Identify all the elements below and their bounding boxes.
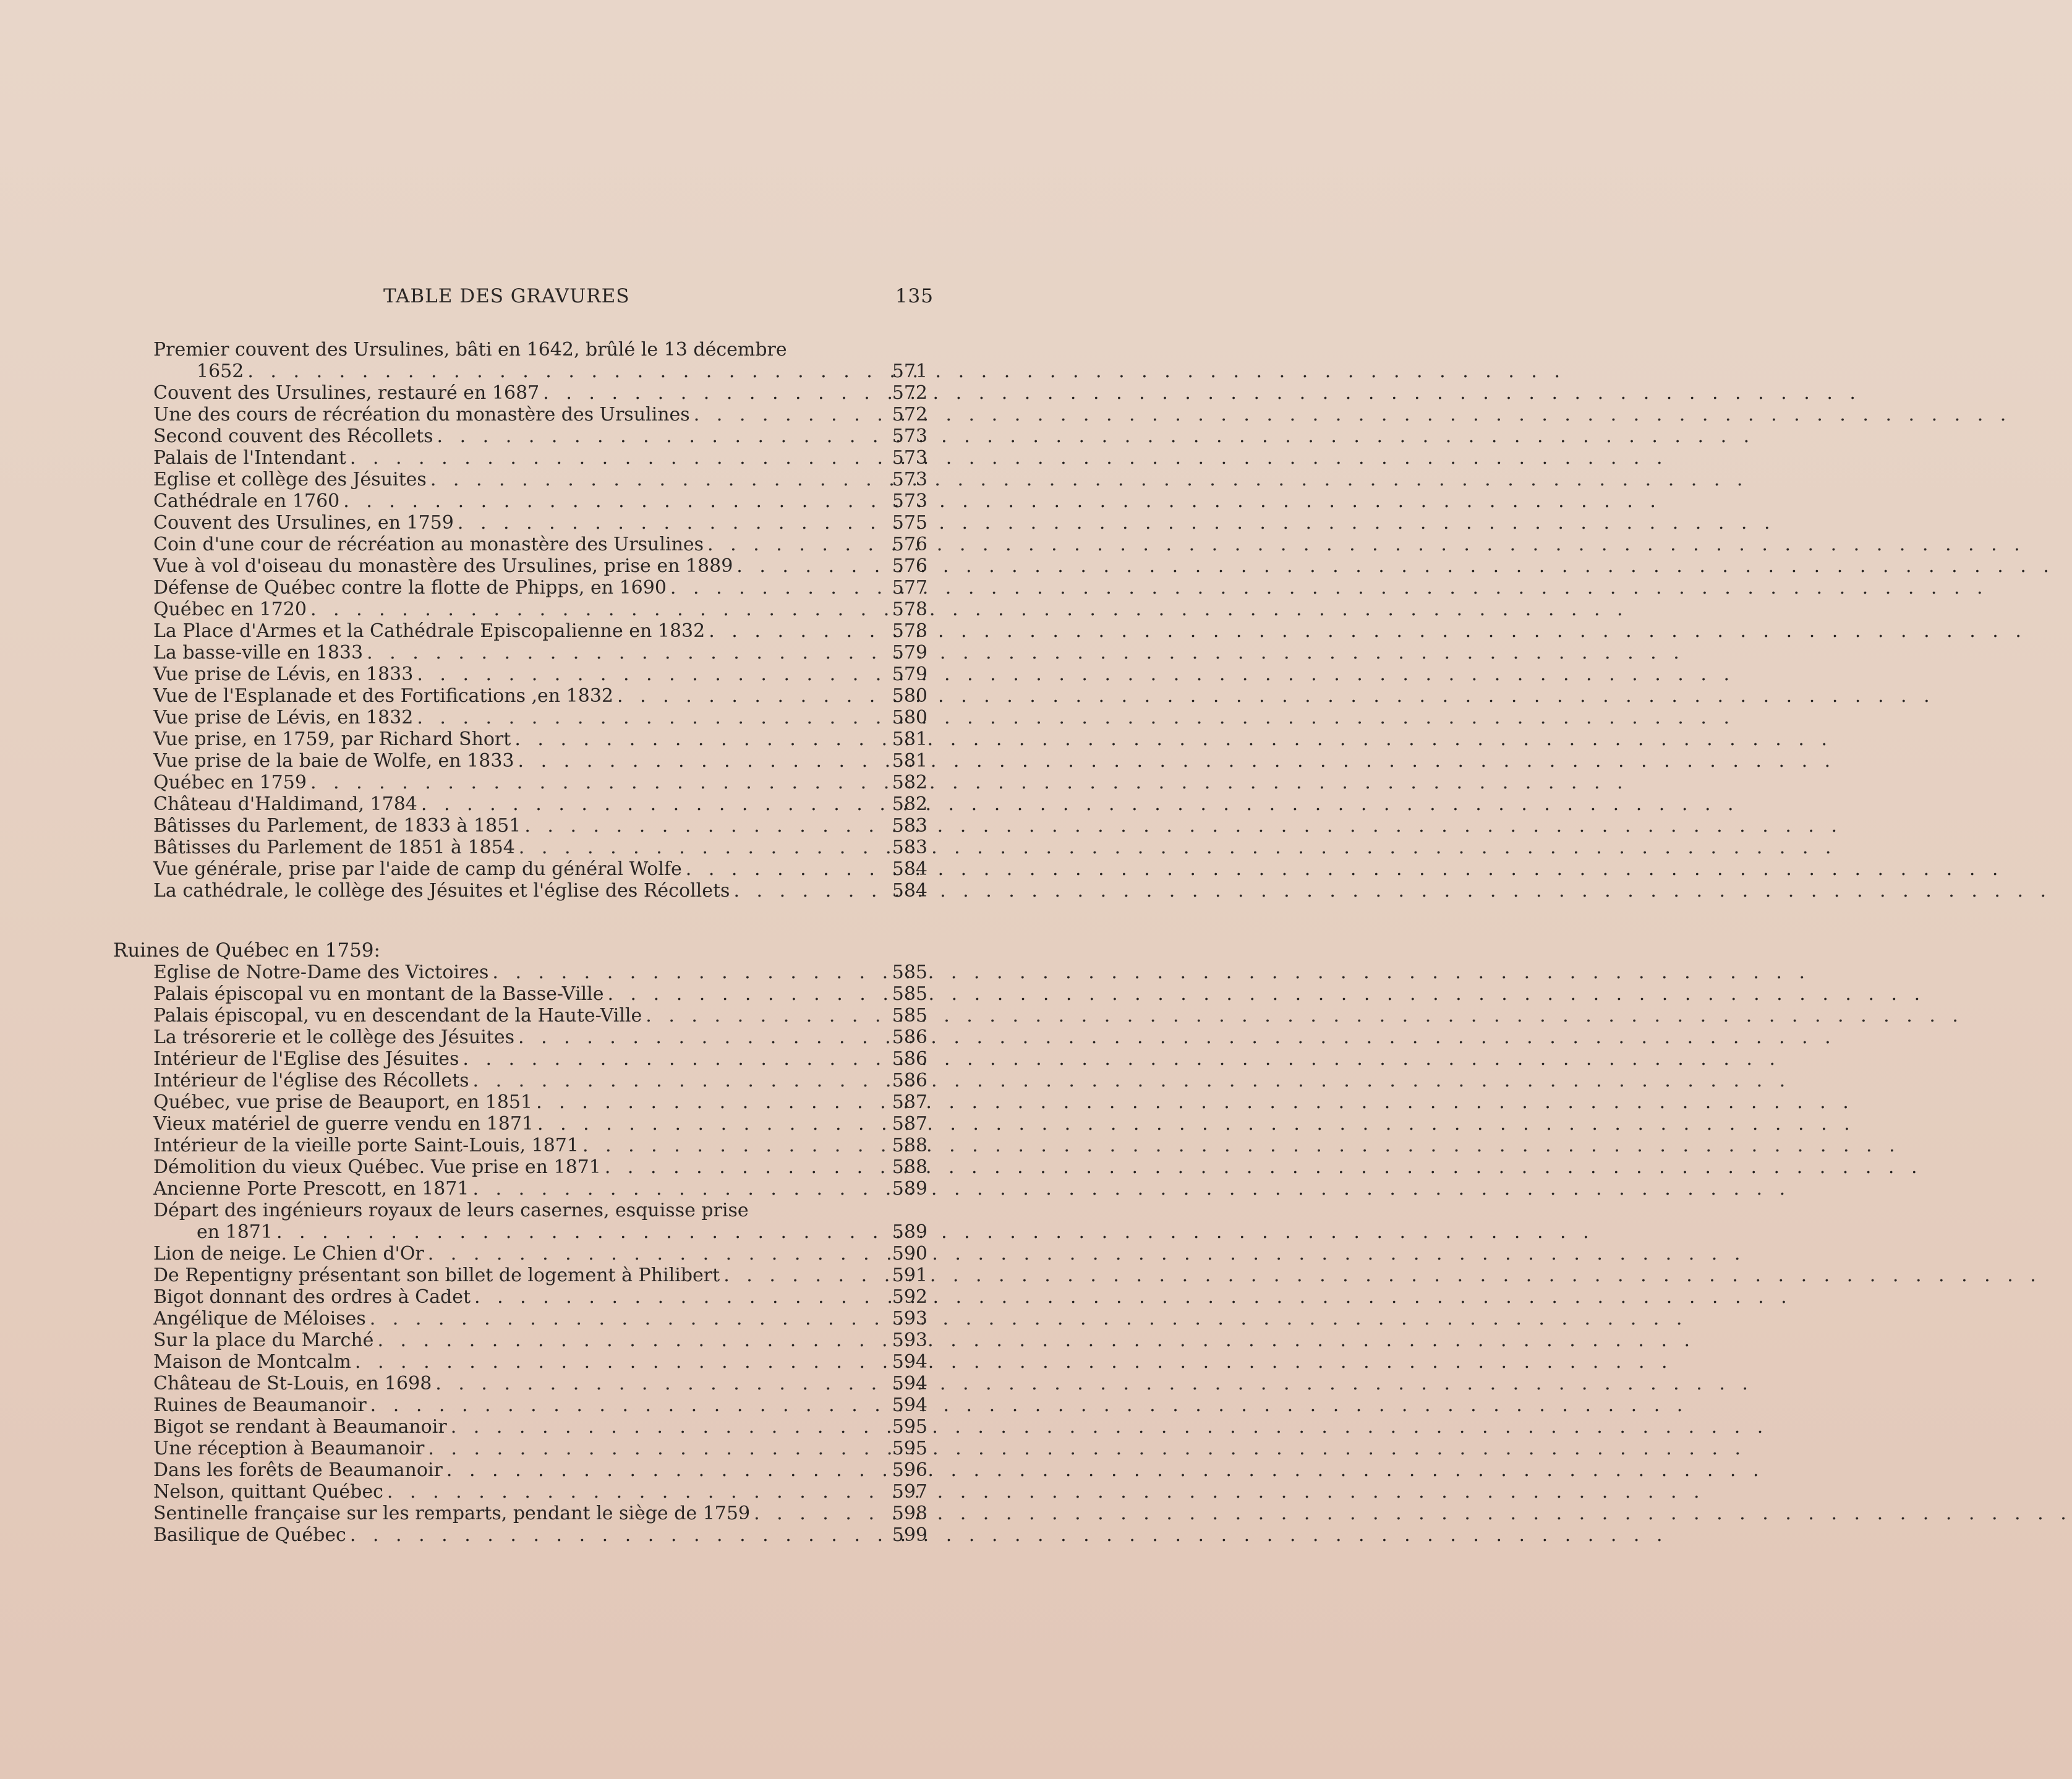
toc-entry (153, 772, 927, 793)
entry-title: Second couvent des Récollets (153, 425, 433, 447)
entry-page-number: 593 (892, 1329, 927, 1351)
entry-page-number: 594 (892, 1394, 927, 1416)
entry-title: Bâtisses du Parlement, de 1833 à 1851 (153, 815, 521, 837)
toc-entry (153, 642, 927, 663)
entry-page-number: 587 (892, 1113, 927, 1135)
entry-page-number: 591 (892, 1265, 927, 1286)
entry-title: Cathédrale en 1760 (153, 490, 340, 512)
entry-title: Lion de neige. Le Chien d'Or (153, 1243, 424, 1265)
toc-entry (153, 1113, 927, 1135)
dot-leader (667, 577, 1989, 599)
dot-leader (307, 772, 1629, 793)
toc-entry (153, 512, 927, 534)
entry-title: 1652 (197, 360, 244, 382)
page-number: 135 (895, 285, 934, 307)
dot-leader (427, 469, 1749, 490)
entry-page-number: 583 (892, 837, 927, 858)
toc-entry (153, 339, 927, 382)
dot-leader (346, 447, 1668, 469)
dot-leader (424, 1438, 1746, 1459)
entry-title: Vue prise, en 1759, par Richard Short (153, 728, 511, 750)
toc-entry (153, 1394, 927, 1416)
dot-leader (539, 382, 1861, 404)
entry-title: La cathédrale, le collège des Jésuites et l'église des Récollets (153, 880, 730, 902)
toc-entry (153, 858, 927, 880)
toc-entry (153, 447, 927, 469)
entry-title: Château d'Haldimand, 1784 (153, 793, 417, 815)
entry-page-number: 597 (892, 1481, 927, 1503)
toc-entry (153, 663, 927, 685)
entry-title: Couvent des Ursulines, en 1759 (153, 512, 454, 534)
toc-entry (153, 983, 927, 1005)
toc-entry (153, 685, 927, 707)
dot-leader (733, 555, 2055, 577)
entry-page-number: 576 (892, 534, 927, 555)
entry-page-number: 583 (892, 815, 927, 837)
dot-leader (273, 1221, 1595, 1243)
toc-entry (153, 1243, 927, 1265)
entry-page-number: 576 (892, 555, 927, 577)
toc-entry (153, 1373, 927, 1394)
entry-title: Intérieur de la vieille porte Saint-Louis, 1871 (153, 1135, 579, 1156)
entry-page-number: 594 (892, 1373, 927, 1394)
entry-page-number: 581 (892, 750, 927, 772)
entry-page-number: 595 (892, 1416, 927, 1438)
entry-title: Sentinelle française sur les remparts, pendant le siège de 1759 (153, 1503, 751, 1524)
entry-page-number: 596 (892, 1459, 927, 1481)
dot-leader (454, 512, 1776, 534)
dot-leader (750, 1503, 2072, 1524)
entry-title: Intérieur de l'Eglise des Jésuites (153, 1048, 459, 1070)
toc-entry (153, 599, 927, 620)
entry-page-number: 578 (892, 599, 927, 620)
entry-title: Vue de l'Esplanade et des Fortifications ,en 1832 (153, 685, 613, 707)
entry-title: Palais épiscopal vu en montant de la Basse-Ville (153, 983, 604, 1005)
entry-title: Vue prise de la baie de Wolfe, en 1833 (153, 750, 514, 772)
dot-leader (690, 404, 2012, 425)
toc-entry (153, 728, 927, 750)
engravings-list-ruins (113, 939, 927, 1546)
toc-entry (153, 382, 927, 404)
dot-leader (443, 1459, 1765, 1481)
entry-title: Intérieur de l'église des Récollets (153, 1070, 469, 1091)
entry-page-number: 585 (892, 1005, 927, 1026)
entry-title: Vue générale, prise par l'aide de camp du général Wolfe (153, 858, 682, 880)
entry-title: Basilique de Québec (153, 1524, 346, 1546)
entry-title: Angélique de Méloises (153, 1308, 366, 1329)
entry-title: Une des cours de récréation du monastère des Ursulines (153, 404, 690, 425)
dot-leader (346, 1524, 1668, 1546)
entry-title-first-line: Départ des ingénieurs royaux de leurs casernes, esquisse prise (153, 1200, 749, 1221)
toc-entry (153, 1178, 927, 1200)
toc-entry (153, 1265, 927, 1286)
dot-leader (383, 1481, 1705, 1503)
entry-title: Bâtisses du Parlement de 1851 à 1854 (153, 837, 515, 858)
entry-page-number: 593 (892, 1308, 927, 1329)
dot-leader (642, 1005, 1964, 1026)
entry-title: Maison de Montcalm (153, 1351, 351, 1373)
entry-title: La basse-ville en 1833 (153, 642, 364, 663)
entry-page-number: 578 (892, 620, 927, 642)
toc-entry (153, 1156, 927, 1178)
dot-leader (413, 663, 1735, 685)
dot-leader (521, 815, 1843, 837)
entry-title: Démolition du vieux Québec. Vue prise en 1871 (153, 1156, 601, 1178)
entry-title-first-line: Premier couvent des Ursulines, bâti en 1642, brûlé le 13 décembre (153, 339, 787, 360)
entry-page-number: 592 (892, 1286, 927, 1308)
entry-title: Couvent des Ursulines, restauré en 1687 (153, 382, 540, 404)
entry-title: De Repentigny présentant son billet de logement à Philibert (153, 1265, 720, 1286)
toc-entry (153, 577, 927, 599)
entry-title: Vue prise de Lévis, en 1832 (153, 707, 414, 728)
toc-entry (153, 837, 927, 858)
entry-page-number: 584 (892, 858, 927, 880)
toc-entry (153, 1005, 927, 1026)
entry-page-number: 572 (892, 404, 927, 425)
entry-title: Bigot donnant des ordres à Cadet (153, 1286, 471, 1308)
toc-entry (153, 555, 927, 577)
entry-title: Palais de l'Intendant (153, 447, 346, 469)
entry-title: La trésorerie et le collège des Jésuites (153, 1026, 514, 1048)
entry-title: Québec en 1720 (153, 599, 307, 620)
entry-title: Vieux matériel de guerre vendu en 1871 (153, 1113, 534, 1135)
toc-entry (153, 534, 927, 555)
entry-title: Château de St-Louis, en 1698 (153, 1373, 432, 1394)
dot-leader (613, 685, 1935, 707)
dot-leader (417, 793, 1739, 815)
entry-title: Dans les forêts de Beaumanoir (153, 1459, 443, 1481)
entry-page-number: 595 (892, 1438, 927, 1459)
toc-entry (153, 425, 927, 447)
toc-entry (153, 750, 927, 772)
entry-page-number: 598 (892, 1503, 927, 1524)
page-title: TABLE DES GRAVURES (383, 285, 630, 307)
dot-leader (601, 1156, 1923, 1178)
toc-entry (153, 490, 927, 512)
toc-entry (153, 404, 927, 425)
dot-leader (579, 1135, 1901, 1156)
dot-leader (603, 983, 1925, 1005)
dot-leader (307, 599, 1629, 620)
dot-leader (363, 642, 1685, 663)
toc-entry (153, 469, 927, 490)
entry-page-number: 582 (892, 772, 927, 793)
entry-page-number: 581 (892, 728, 927, 750)
dot-leader (433, 425, 1755, 447)
entry-page-number: 586 (892, 1048, 927, 1070)
entry-page-number: 579 (892, 663, 927, 685)
toc-entry (153, 707, 927, 728)
entry-title: Une réception à Beaumanoir (153, 1438, 425, 1459)
entry-title: en 1871 (197, 1221, 273, 1243)
entry-page-number: 594 (892, 1351, 927, 1373)
entry-page-number: 573 (892, 490, 927, 512)
toc-entry (153, 1091, 927, 1113)
entry-title: Eglise et collège des Jésuites (153, 469, 427, 490)
entry-page-number: 585 (892, 983, 927, 1005)
dot-leader (459, 1048, 1781, 1070)
section-heading: Ruines de Québec en 1759: (113, 939, 380, 962)
dot-leader (339, 490, 1661, 512)
entry-title: Vue à vol d'oiseau du monastère des Ursulines, prise en 1889 (153, 555, 733, 577)
dot-leader (373, 1329, 1695, 1351)
dot-leader (534, 1113, 1856, 1135)
entry-page-number: 572 (892, 382, 927, 404)
engravings-list-main (153, 339, 927, 902)
entry-title: Bigot se rendant à Beaumanoir (153, 1416, 447, 1438)
entry-page-number: 579 (892, 642, 927, 663)
toc-entry (153, 1351, 927, 1373)
entry-page-number: 599 (892, 1524, 927, 1546)
toc-entry (153, 1329, 927, 1351)
entry-page-number: 587 (892, 1091, 927, 1113)
dot-leader (469, 1070, 1791, 1091)
entry-page-number: 573 (892, 425, 927, 447)
dot-leader (471, 1286, 1793, 1308)
entry-page-number: 586 (892, 1026, 927, 1048)
dot-leader (469, 1178, 1791, 1200)
entry-title: Québec, vue prise de Beauport, en 1851 (153, 1091, 533, 1113)
toc-entry (153, 1459, 927, 1481)
dot-leader (447, 1416, 1769, 1438)
dot-leader (514, 750, 1836, 772)
entry-page-number: 589 (892, 1221, 927, 1243)
entry-page-number: 590 (892, 1243, 927, 1265)
dot-leader (367, 1394, 1689, 1416)
toc-entry (153, 1070, 927, 1091)
toc-entry (153, 1416, 927, 1438)
dot-leader (366, 1308, 1688, 1329)
toc-entry (153, 1286, 927, 1308)
entry-title: Nelson, quittant Québec (153, 1481, 383, 1503)
dot-leader (432, 1373, 1754, 1394)
dot-leader (511, 728, 1833, 750)
entry-title: Eglise de Notre-Dame des Victoires (153, 962, 489, 983)
toc-entry (153, 1524, 927, 1546)
entry-page-number: 588 (892, 1135, 927, 1156)
entry-page-number: 582 (892, 793, 927, 815)
entry-page-number: 585 (892, 962, 927, 983)
entry-page-number: 575 (892, 512, 927, 534)
dot-leader (351, 1351, 1673, 1373)
toc-entry (153, 793, 927, 815)
dot-leader (514, 1026, 1836, 1048)
entry-page-number: 586 (892, 1070, 927, 1091)
entry-page-number: 577 (892, 577, 927, 599)
toc-entry (153, 1438, 927, 1459)
entry-page-number: 573 (892, 469, 927, 490)
entry-page-number: 571 (892, 360, 927, 382)
toc-entry (153, 1481, 927, 1503)
entry-title: Palais épiscopal, vu en descendant de la Haute-Ville (153, 1005, 642, 1026)
toc-entry (153, 620, 927, 642)
dot-leader (413, 707, 1735, 728)
entry-title: Défense de Québec contre la flotte de Phipps, en 1690 (153, 577, 667, 599)
entry-page-number: 588 (892, 1156, 927, 1178)
entry-title: Québec en 1759 (153, 772, 307, 793)
toc-entry (153, 1135, 927, 1156)
entry-page-number: 589 (892, 1178, 927, 1200)
dot-leader (682, 858, 2004, 880)
toc-entry (153, 1026, 927, 1048)
toc-entry (153, 1308, 927, 1329)
toc-entry (153, 1048, 927, 1070)
entry-title: Ancienne Porte Prescott, en 1871 (153, 1178, 469, 1200)
entry-page-number: 573 (892, 447, 927, 469)
toc-entry (153, 1200, 927, 1243)
entry-title: Vue prise de Lévis, en 1833 (153, 663, 414, 685)
entry-title: Sur la place du Marché (153, 1329, 374, 1351)
toc-entry (153, 962, 927, 983)
entry-page-number: 584 (892, 880, 927, 902)
dot-leader (532, 1091, 1854, 1113)
entry-page-number: 580 (892, 685, 927, 707)
entry-title: Coin d'une cour de récréation au monastère des Ursulines (153, 534, 704, 555)
toc-entry (153, 1503, 927, 1524)
entry-page-number: 580 (892, 707, 927, 728)
dot-leader (730, 880, 2052, 902)
dot-leader (424, 1243, 1746, 1265)
dot-leader (515, 837, 1837, 858)
dot-leader (488, 962, 1810, 983)
entry-title: La Place d'Armes et la Cathédrale Episcopalienne en 1832 (153, 620, 706, 642)
toc-entry (153, 880, 927, 902)
toc-entry (153, 815, 927, 837)
entry-title: Ruines de Beaumanoir (153, 1394, 367, 1416)
